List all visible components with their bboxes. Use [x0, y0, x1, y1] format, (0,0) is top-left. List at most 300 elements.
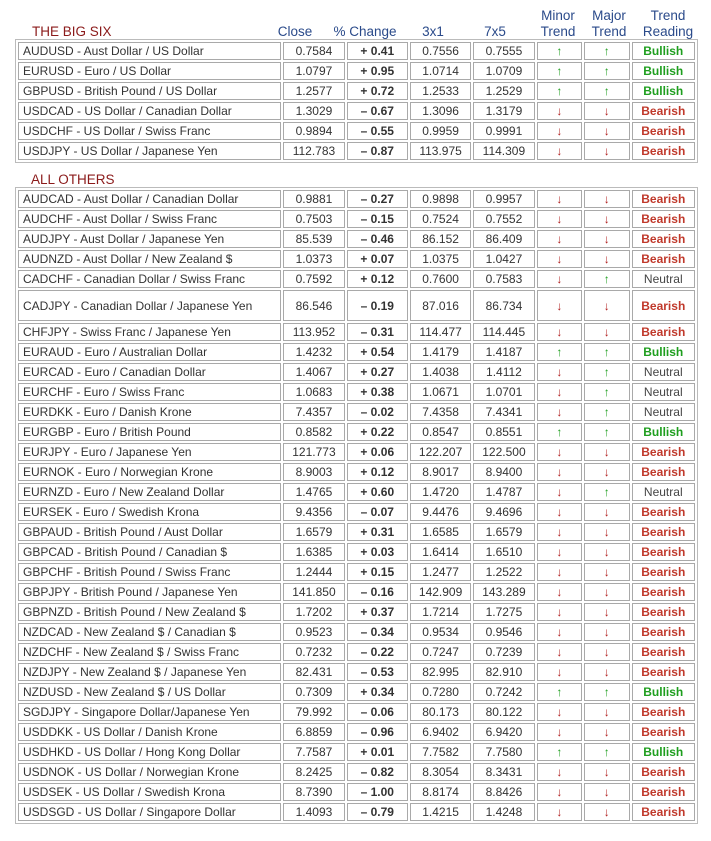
trend-reading-cell: Bearish	[632, 142, 695, 160]
pair-cell: GBPUSD - British Pound / US Dollar	[18, 82, 281, 100]
pair-cell: AUDUSD - Aust Dollar / US Dollar	[18, 42, 281, 60]
trend-reading-cell: Bearish	[632, 443, 695, 461]
minor-trend-cell	[537, 623, 582, 641]
major-trend-cell	[584, 363, 629, 381]
major-trend-cell	[584, 290, 629, 321]
close-cell: 0.7232	[283, 643, 344, 661]
major-trend-cell	[584, 523, 629, 541]
major-trend-cell	[584, 443, 629, 461]
trend-reading-cell: Bearish	[632, 783, 695, 801]
header-trend-reading-line2: Reading	[642, 24, 694, 39]
minor-trend-cell	[537, 463, 582, 481]
close-cell: 7.7587	[283, 743, 344, 761]
change-cell: – 0.67	[347, 102, 408, 120]
change-cell: – 0.02	[347, 403, 408, 421]
change-cell: – 0.07	[347, 503, 408, 521]
x31-cell: 1.7214	[410, 603, 471, 621]
table-row	[18, 643, 695, 661]
change-cell: – 0.82	[347, 763, 408, 781]
header-minor-trend-line1: Minor	[541, 8, 575, 23]
red-down-arrow-icon: ↓	[556, 385, 563, 399]
table-row	[18, 763, 695, 781]
x31-cell: 0.7524	[410, 210, 471, 228]
red-down-arrow-icon: ↓	[556, 465, 563, 479]
trend-reading-cell: Bearish	[632, 763, 695, 781]
pair-cell: USDCAD - US Dollar / Canadian Dollar	[18, 102, 281, 120]
x31-cell: 114.477	[410, 323, 471, 341]
x31-cell: 0.7556	[410, 42, 471, 60]
red-down-arrow-icon: ↓	[556, 725, 563, 739]
pair-cell: EURNZD - Euro / New Zealand Dollar	[18, 483, 281, 501]
trend-reading-cell: Bearish	[632, 583, 695, 601]
trend-reading-cell: Neutral	[632, 403, 695, 421]
table-row	[18, 583, 695, 601]
trend-reading-cell: Bullish	[632, 423, 695, 441]
x75-cell: 0.7552	[473, 210, 534, 228]
close-cell: 1.6385	[283, 543, 344, 561]
change-cell: + 0.01	[347, 743, 408, 761]
trend-reading-cell: Bearish	[632, 803, 695, 821]
green-up-arrow-icon: ↑	[603, 44, 610, 58]
x31-cell: 0.7600	[410, 270, 471, 288]
header-3x1: 3x1	[422, 24, 444, 39]
close-cell: 79.992	[283, 703, 344, 721]
major-trend-cell	[584, 783, 629, 801]
close-cell: 1.0373	[283, 250, 344, 268]
pair-cell: SGDJPY - Singapore Dollar/Japanese Yen	[18, 703, 281, 721]
x75-cell: 0.9991	[473, 122, 534, 140]
x75-cell: 0.7555	[473, 42, 534, 60]
trend-reading-cell: Bearish	[632, 663, 695, 681]
major-trend-cell	[584, 483, 629, 501]
minor-trend-cell	[537, 343, 582, 361]
pair-cell: EURJPY - Euro / Japanese Yen	[18, 443, 281, 461]
x31-cell: 122.207	[410, 443, 471, 461]
green-up-arrow-icon: ↑	[556, 345, 563, 359]
x75-cell: 0.7583	[473, 270, 534, 288]
close-cell: 1.4093	[283, 803, 344, 821]
x75-cell: 9.4696	[473, 503, 534, 521]
minor-trend-cell	[537, 42, 582, 60]
change-cell: – 1.00	[347, 783, 408, 801]
change-cell: + 0.22	[347, 423, 408, 441]
change-cell: – 0.79	[347, 803, 408, 821]
x75-cell: 0.8551	[473, 423, 534, 441]
x31-cell: 7.4358	[410, 403, 471, 421]
close-cell: 1.0683	[283, 383, 344, 401]
change-cell: – 0.46	[347, 230, 408, 248]
header-major-trend	[584, 8, 634, 40]
pair-cell: USDHKD - US Dollar / Hong Kong Dollar	[18, 743, 281, 761]
change-cell: + 0.15	[347, 563, 408, 581]
trend-reading-cell: Bearish	[632, 723, 695, 741]
red-down-arrow-icon: ↓	[603, 605, 610, 619]
table-row	[18, 122, 695, 140]
minor-trend-cell	[537, 323, 582, 341]
change-cell: – 0.53	[347, 663, 408, 681]
pair-cell: EURUSD - Euro / US Dollar	[18, 62, 281, 80]
red-down-arrow-icon: ↓	[603, 252, 610, 266]
all-others-rows	[18, 190, 695, 821]
change-cell: + 0.41	[347, 42, 408, 60]
trend-reading-cell: Bullish	[632, 743, 695, 761]
table-row	[18, 683, 695, 701]
trend-reading-cell: Bearish	[632, 210, 695, 228]
x31-cell: 142.909	[410, 583, 471, 601]
red-down-arrow-icon: ↓	[603, 725, 610, 739]
pair-cell: GBPAUD - British Pound / Aust Dollar	[18, 523, 281, 541]
x31-cell: 1.0375	[410, 250, 471, 268]
x75-cell: 80.122	[473, 703, 534, 721]
minor-trend-cell	[537, 523, 582, 541]
trend-reading-cell: Neutral	[632, 270, 695, 288]
x31-cell: 86.152	[410, 230, 471, 248]
red-down-arrow-icon: ↓	[603, 665, 610, 679]
major-trend-cell	[584, 463, 629, 481]
close-cell: 0.9881	[283, 190, 344, 208]
red-down-arrow-icon: ↓	[556, 298, 563, 313]
change-cell: – 0.27	[347, 190, 408, 208]
change-cell: + 0.60	[347, 483, 408, 501]
close-cell: 1.7202	[283, 603, 344, 621]
trend-reading-cell: Bearish	[632, 463, 695, 481]
all-others-table	[15, 187, 698, 824]
column-headers	[0, 8, 711, 40]
header-close: Close	[277, 24, 313, 39]
table-row	[18, 723, 695, 741]
table-row	[18, 323, 695, 341]
red-down-arrow-icon: ↓	[603, 445, 610, 459]
close-cell: 86.546	[283, 290, 344, 321]
header-percent-change: % Change	[333, 24, 397, 39]
pair-cell: EURCHF - Euro / Swiss Franc	[18, 383, 281, 401]
close-cell: 9.4356	[283, 503, 344, 521]
minor-trend-cell	[537, 403, 582, 421]
minor-trend-cell	[537, 423, 582, 441]
change-cell: + 0.12	[347, 463, 408, 481]
minor-trend-cell	[537, 723, 582, 741]
close-cell: 0.7309	[283, 683, 344, 701]
trend-reading-cell: Bullish	[632, 42, 695, 60]
x31-cell: 0.9959	[410, 122, 471, 140]
trend-reading-cell: Neutral	[632, 363, 695, 381]
table-row	[18, 423, 695, 441]
red-down-arrow-icon: ↓	[556, 765, 563, 779]
close-cell: 8.9003	[283, 463, 344, 481]
trend-reading-cell: Bearish	[632, 290, 695, 321]
x75-cell: 1.4248	[473, 803, 534, 821]
red-down-arrow-icon: ↓	[556, 365, 563, 379]
x75-cell: 8.3431	[473, 763, 534, 781]
x31-cell: 1.4215	[410, 803, 471, 821]
table-row	[18, 503, 695, 521]
pair-cell: USDSEK - US Dollar / Swedish Krona	[18, 783, 281, 801]
red-down-arrow-icon: ↓	[556, 405, 563, 419]
red-down-arrow-icon: ↓	[603, 805, 610, 819]
minor-trend-cell	[537, 210, 582, 228]
red-down-arrow-icon: ↓	[603, 124, 610, 138]
green-up-arrow-icon: ↑	[603, 685, 610, 699]
pair-cell: GBPJPY - British Pound / Japanese Yen	[18, 583, 281, 601]
close-cell: 1.0797	[283, 62, 344, 80]
close-cell: 8.2425	[283, 763, 344, 781]
table-row	[18, 523, 695, 541]
table-row	[18, 102, 695, 120]
trend-reading-cell: Bearish	[632, 623, 695, 641]
major-trend-cell	[584, 210, 629, 228]
pair-cell: USDDKK - US Dollar / Danish Krone	[18, 723, 281, 741]
major-trend-cell	[584, 583, 629, 601]
major-trend-cell	[584, 323, 629, 341]
major-trend-cell	[584, 142, 629, 160]
table-row	[18, 190, 695, 208]
red-down-arrow-icon: ↓	[556, 272, 563, 286]
x75-cell: 0.9957	[473, 190, 534, 208]
minor-trend-cell	[537, 82, 582, 100]
pair-cell: AUDCHF - Aust Dollar / Swiss Franc	[18, 210, 281, 228]
red-down-arrow-icon: ↓	[556, 144, 563, 158]
red-down-arrow-icon: ↓	[603, 565, 610, 579]
close-cell: 0.7503	[283, 210, 344, 228]
red-down-arrow-icon: ↓	[556, 785, 563, 799]
red-down-arrow-icon: ↓	[603, 465, 610, 479]
pair-cell: USDJPY - US Dollar / Japanese Yen	[18, 142, 281, 160]
close-cell: 121.773	[283, 443, 344, 461]
header-major-trend-line2: Trend	[591, 24, 627, 39]
change-cell: – 0.31	[347, 323, 408, 341]
section-title-big-six: THE BIG SIX	[32, 24, 112, 39]
green-up-arrow-icon: ↑	[603, 385, 610, 399]
minor-trend-cell	[537, 383, 582, 401]
header-trend-reading	[638, 8, 698, 40]
table-row	[18, 783, 695, 801]
x31-cell: 1.2533	[410, 82, 471, 100]
major-trend-cell	[584, 723, 629, 741]
change-cell: + 0.31	[347, 523, 408, 541]
trend-reading-cell: Bullish	[632, 62, 695, 80]
x31-cell: 7.7582	[410, 743, 471, 761]
table-row	[18, 743, 695, 761]
table-row	[18, 703, 695, 721]
pair-cell: NZDJPY - New Zealand $ / Japanese Yen	[18, 663, 281, 681]
minor-trend-cell	[537, 643, 582, 661]
major-trend-cell	[584, 503, 629, 521]
table-row	[18, 623, 695, 641]
minor-trend-cell	[537, 122, 582, 140]
major-trend-cell	[584, 543, 629, 561]
change-cell: – 0.19	[347, 290, 408, 321]
change-cell: + 0.37	[347, 603, 408, 621]
x75-cell: 143.289	[473, 583, 534, 601]
major-trend-cell	[584, 190, 629, 208]
x75-cell: 1.6510	[473, 543, 534, 561]
major-trend-cell	[584, 703, 629, 721]
red-down-arrow-icon: ↓	[556, 585, 563, 599]
x75-cell: 122.500	[473, 443, 534, 461]
major-trend-cell	[584, 743, 629, 761]
pair-cell: NZDCAD - New Zealand $ / Canadian $	[18, 623, 281, 641]
major-trend-cell	[584, 763, 629, 781]
table-row	[18, 563, 695, 581]
red-down-arrow-icon: ↓	[603, 298, 610, 313]
red-down-arrow-icon: ↓	[603, 525, 610, 539]
close-cell: 0.8582	[283, 423, 344, 441]
pair-cell: EURGBP - Euro / British Pound	[18, 423, 281, 441]
major-trend-cell	[584, 603, 629, 621]
x31-cell: 8.9017	[410, 463, 471, 481]
x31-cell: 1.3096	[410, 102, 471, 120]
pair-cell: EURAUD - Euro / Australian Dollar	[18, 343, 281, 361]
red-down-arrow-icon: ↓	[603, 645, 610, 659]
x31-cell: 8.3054	[410, 763, 471, 781]
red-down-arrow-icon: ↓	[556, 805, 563, 819]
close-cell: 0.9894	[283, 122, 344, 140]
x75-cell: 6.9420	[473, 723, 534, 741]
header-minor-trend	[533, 8, 583, 40]
trend-reading-cell: Bearish	[632, 190, 695, 208]
x31-cell: 1.4179	[410, 343, 471, 361]
minor-trend-cell	[537, 663, 582, 681]
green-up-arrow-icon: ↑	[556, 425, 563, 439]
x31-cell: 1.6585	[410, 523, 471, 541]
change-cell: – 0.87	[347, 142, 408, 160]
x31-cell: 9.4476	[410, 503, 471, 521]
trend-reading-cell: Bullish	[632, 683, 695, 701]
big-six-table	[15, 39, 698, 163]
red-down-arrow-icon: ↓	[556, 232, 563, 246]
change-cell: – 0.16	[347, 583, 408, 601]
x31-cell: 1.0671	[410, 383, 471, 401]
pair-cell: AUDJPY - Aust Dollar / Japanese Yen	[18, 230, 281, 248]
table-row	[18, 383, 695, 401]
trend-reading-cell: Bearish	[632, 563, 695, 581]
green-up-arrow-icon: ↑	[556, 745, 563, 759]
minor-trend-cell	[537, 583, 582, 601]
x75-cell: 0.9546	[473, 623, 534, 641]
close-cell: 8.7390	[283, 783, 344, 801]
change-cell: + 0.95	[347, 62, 408, 80]
minor-trend-cell	[537, 142, 582, 160]
table-row	[18, 363, 695, 381]
red-down-arrow-icon: ↓	[603, 232, 610, 246]
red-down-arrow-icon: ↓	[556, 212, 563, 226]
pair-cell: EURSEK - Euro / Swedish Krona	[18, 503, 281, 521]
red-down-arrow-icon: ↓	[603, 705, 610, 719]
header-minor-trend-line2: Trend	[540, 24, 576, 39]
table-row	[18, 483, 695, 501]
change-cell: – 0.15	[347, 210, 408, 228]
minor-trend-cell	[537, 603, 582, 621]
minor-trend-cell	[537, 190, 582, 208]
red-down-arrow-icon: ↓	[556, 625, 563, 639]
pair-cell: AUDNZD - Aust Dollar / New Zealand $	[18, 250, 281, 268]
x31-cell: 0.9898	[410, 190, 471, 208]
red-down-arrow-icon: ↓	[556, 325, 563, 339]
close-cell: 6.8859	[283, 723, 344, 741]
close-cell: 1.4232	[283, 343, 344, 361]
section-title-all-others: ALL OTHERS	[31, 172, 115, 187]
close-cell: 141.850	[283, 583, 344, 601]
red-down-arrow-icon: ↓	[556, 192, 563, 206]
minor-trend-cell	[537, 503, 582, 521]
trend-reading-cell: Bearish	[632, 230, 695, 248]
red-down-arrow-icon: ↓	[556, 124, 563, 138]
header-trend-reading-line1: Trend	[650, 8, 686, 23]
red-down-arrow-icon: ↓	[556, 104, 563, 118]
pair-cell: USDNOK - US Dollar / Norwegian Krone	[18, 763, 281, 781]
minor-trend-cell	[537, 483, 582, 501]
x75-cell: 0.7242	[473, 683, 534, 701]
x75-cell: 1.0427	[473, 250, 534, 268]
close-cell: 0.9523	[283, 623, 344, 641]
green-up-arrow-icon: ↑	[603, 745, 610, 759]
x75-cell: 1.2529	[473, 82, 534, 100]
minor-trend-cell	[537, 703, 582, 721]
x75-cell: 1.3179	[473, 102, 534, 120]
minor-trend-cell	[537, 363, 582, 381]
close-cell: 7.4357	[283, 403, 344, 421]
minor-trend-cell	[537, 543, 582, 561]
change-cell: – 0.22	[347, 643, 408, 661]
x31-cell: 1.2477	[410, 563, 471, 581]
green-up-arrow-icon: ↑	[556, 84, 563, 98]
pair-cell: NZDCHF - New Zealand $ / Swiss Franc	[18, 643, 281, 661]
change-cell: – 0.06	[347, 703, 408, 721]
green-up-arrow-icon: ↑	[556, 685, 563, 699]
green-up-arrow-icon: ↑	[603, 345, 610, 359]
minor-trend-cell	[537, 290, 582, 321]
x75-cell: 8.9400	[473, 463, 534, 481]
change-cell: + 0.34	[347, 683, 408, 701]
green-up-arrow-icon: ↑	[603, 272, 610, 286]
x31-cell: 80.173	[410, 703, 471, 721]
change-cell: – 0.34	[347, 623, 408, 641]
green-up-arrow-icon: ↑	[603, 64, 610, 78]
trend-reading-cell: Bearish	[632, 122, 695, 140]
close-cell: 112.783	[283, 142, 344, 160]
close-cell: 1.4765	[283, 483, 344, 501]
x75-cell: 82.910	[473, 663, 534, 681]
change-cell: + 0.06	[347, 443, 408, 461]
trend-reading-cell: Bearish	[632, 643, 695, 661]
table-row	[18, 663, 695, 681]
table-row	[18, 543, 695, 561]
close-cell: 1.2444	[283, 563, 344, 581]
red-down-arrow-icon: ↓	[556, 505, 563, 519]
pair-cell: GBPNZD - British Pound / New Zealand $	[18, 603, 281, 621]
red-down-arrow-icon: ↓	[603, 325, 610, 339]
red-down-arrow-icon: ↓	[556, 525, 563, 539]
red-down-arrow-icon: ↓	[556, 565, 563, 579]
major-trend-cell	[584, 803, 629, 821]
major-trend-cell	[584, 122, 629, 140]
red-down-arrow-icon: ↓	[556, 485, 563, 499]
table-row	[18, 62, 695, 80]
x31-cell: 1.0714	[410, 62, 471, 80]
table-row	[18, 210, 695, 228]
x75-cell: 86.409	[473, 230, 534, 248]
green-up-arrow-icon: ↑	[603, 485, 610, 499]
minor-trend-cell	[537, 803, 582, 821]
major-trend-cell	[584, 102, 629, 120]
pair-cell: NZDUSD - New Zealand $ / US Dollar	[18, 683, 281, 701]
major-trend-cell	[584, 423, 629, 441]
x75-cell: 1.4787	[473, 483, 534, 501]
major-trend-cell	[584, 42, 629, 60]
major-trend-cell	[584, 623, 629, 641]
change-cell: + 0.72	[347, 82, 408, 100]
red-down-arrow-icon: ↓	[556, 445, 563, 459]
